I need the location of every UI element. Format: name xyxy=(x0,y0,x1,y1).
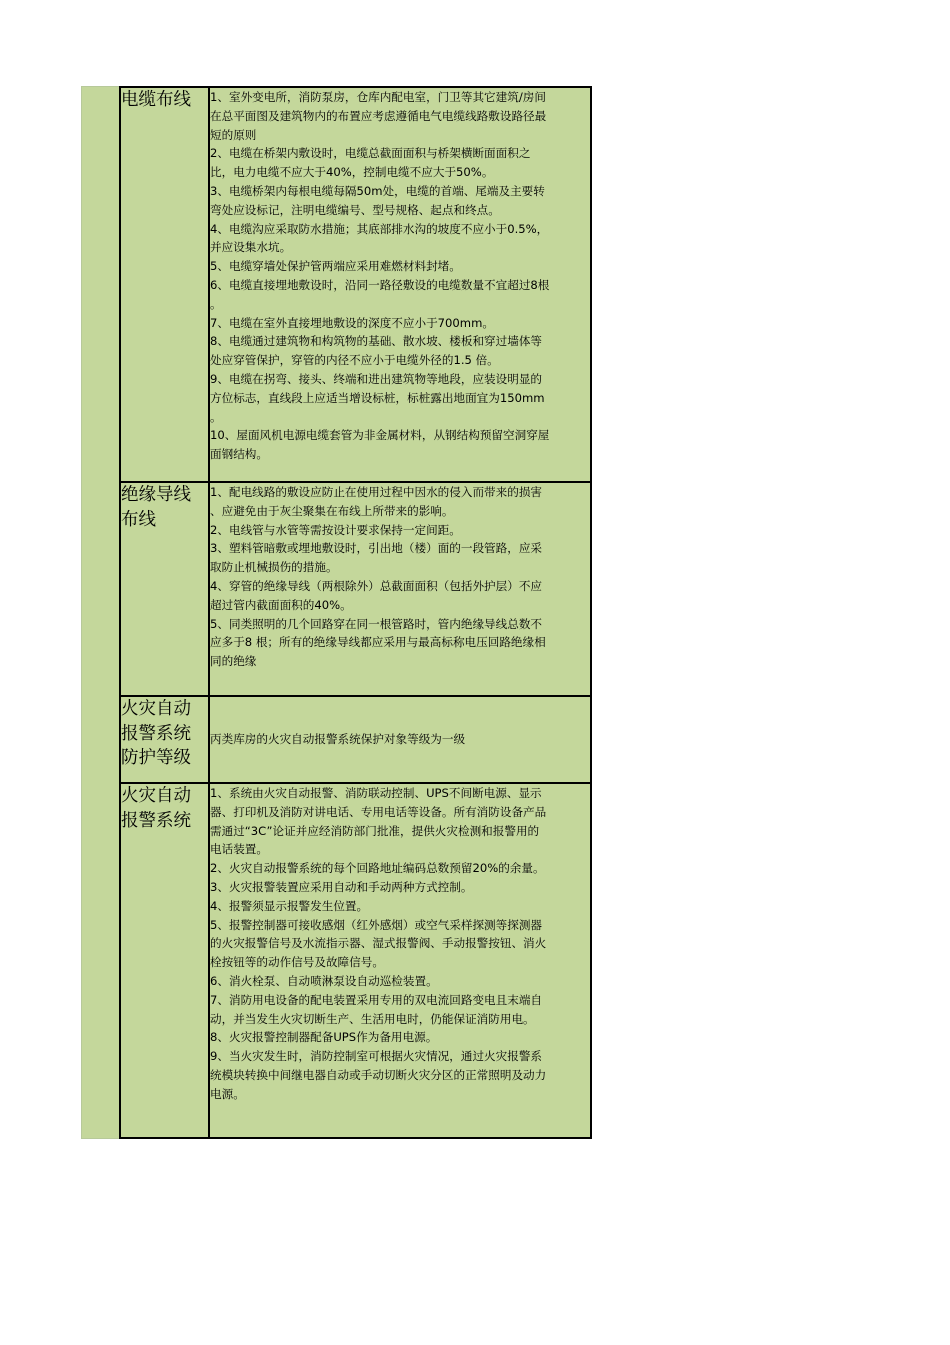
category-cell xyxy=(120,482,209,696)
content-line: 丙类库房的火灾自动报警系统保护对象等级为一级 xyxy=(210,732,466,747)
content-line: 方位标志，直线段上应适当增设标桩，标桩露出地面宜为150mm xyxy=(210,390,545,405)
content-cell xyxy=(209,87,591,482)
category-label-line: 报警系统 xyxy=(121,723,191,744)
content-line: 3、火灾报警装置应采用自动和手动两种方式控制。 xyxy=(210,879,473,894)
content-line: 3、塑料管暗敷或埋地敷设时，引出地（楼）面的一段管路，应采 xyxy=(210,541,543,556)
table-row xyxy=(120,482,591,696)
content-line: 。 xyxy=(210,409,222,424)
content-line: 8、电缆通过建筑物和构筑物的基础、散水坡、楼板和穿过墙体等 xyxy=(210,334,543,349)
table-row xyxy=(120,696,591,783)
category-label-line: 报警系统 xyxy=(121,810,191,831)
content-line: 的火灾报警信号及水流指示器、湿式报警阀、手动报警按钮、消火 xyxy=(210,936,547,951)
category-cell xyxy=(120,87,209,482)
left-margin-column xyxy=(81,86,120,1139)
table-row xyxy=(120,783,591,1138)
category-cell xyxy=(120,696,209,783)
content-line: 1、室外变电所，消防泵房，仓库内配电室，门卫等其它建筑/房间 xyxy=(210,90,546,104)
content-line: 9、当火灾发生时，消防控制室可根据火灾情况，通过火灾报警系 xyxy=(210,1049,543,1064)
content-cell xyxy=(209,482,591,696)
content-line: 4、报警须显示报警发生位置。 xyxy=(210,898,369,913)
content-line: 9、电缆在拐弯、接头、终端和进出建筑物等地段，应装设明显的 xyxy=(210,371,543,386)
content-line: 器、打印机及消防对讲电话、专用电话等设备。所有消防设备产品 xyxy=(210,804,547,819)
content-line: 6、消火栓泵、自动喷淋泵设自动巡检装置。 xyxy=(210,973,438,988)
content-line: 2、电缆在桥架内敷设时，电缆总截面面积与桥架横断面面积之 xyxy=(210,146,531,161)
content-line: 。 xyxy=(210,296,222,311)
content-line: 2、电线管与水管等需按设计要求保持一定间距。 xyxy=(210,522,461,537)
content-line: 同的绝缘 xyxy=(210,654,257,669)
content-line: 处应穿管保护，穿管的内径不应小于电缆外径的1.5 倍。 xyxy=(210,353,499,368)
category-label-line: 火灾自动 xyxy=(121,786,191,806)
category-label-line: 防护等级 xyxy=(121,748,191,768)
content-line: 短的原则 xyxy=(210,127,257,142)
category-label-line: 绝缘导线 xyxy=(121,485,191,505)
content-line: 1、系统由火灾自动报警、消防联动控制、UPS不间断电源、显示 xyxy=(210,786,542,800)
content-line: 2、火灾自动报警系统的每个回路地址编码总数预留20%的余量。 xyxy=(210,861,545,876)
content-line: 4、电缆沟应采取防水措施；其底部排水沟的坡度不应小于0.5%， xyxy=(210,221,549,236)
content-cell xyxy=(209,783,591,1138)
content-line: 弯处应设标记，注明电缆编号、型号规格、起点和终点。 xyxy=(210,202,500,217)
content-line: 5、报警控制器可接收感烟（红外感烟）或空气采样探测等探测器 xyxy=(210,917,543,932)
content-line: 7、消防用电设备的配电装置采用专用的双电流回路变电且末端自 xyxy=(210,992,543,1007)
content-line: 7、电缆在室外直接埋地敷设的深度不应小于700mm。 xyxy=(210,315,494,330)
content-line: 5、电缆穿墙处保护管两端应采用难燃材料封堵。 xyxy=(210,259,461,274)
table-row xyxy=(120,87,591,482)
content-line: 比，电力电缆不应大于40%，控制电缆不应大于50%。 xyxy=(210,165,494,180)
category-label-line: 布线 xyxy=(121,509,156,530)
content-line: 超过管内截面面积的40%。 xyxy=(210,597,352,612)
category-cell xyxy=(120,783,209,1138)
content-line: 4、穿管的绝缘导线（两根除外）总截面面积（包括外护层）不应 xyxy=(210,578,543,593)
content-cell xyxy=(209,696,591,783)
content-line: 动，并当发生火灾切断生产、生活用电时，仍能保证消防用电。 xyxy=(210,1011,535,1026)
content-line: 3、电缆桥架内每根电缆每隔50m处，电缆的首端、尾端及主要转 xyxy=(210,183,545,198)
content-line: 6、电缆直接埋地敷设时，沿同一路径敷设的电缆数量不宜超过8根 xyxy=(210,277,550,292)
category-label: 电缆布线 xyxy=(121,90,191,110)
content-line: 并应设集水坑。 xyxy=(210,240,292,255)
content-line: 取防止机械损伤的措施。 xyxy=(210,560,338,575)
content-line: 面钢结构。 xyxy=(210,447,268,462)
content-line: 在总平面图及建筑物内的布置应考虑遵循电气电缆线路敷设路径最 xyxy=(210,108,547,123)
content-line: 1、配电线路的敷设应防止在使用过程中因水的侵入而带来的损害 xyxy=(210,485,543,499)
category-label-line: 火灾自动 xyxy=(121,699,191,719)
content-line: 统模块转换中间继电器自动或手动切断火灾分区的正常照明及动力 xyxy=(210,1067,547,1082)
spec-table xyxy=(119,86,592,1139)
content-line: 5、同类照明的几个回路穿在同一根管路时，管内绝缘导线总数不 xyxy=(210,616,543,631)
content-line: 、应避免由于灰尘聚集在布线上所带来的影响。 xyxy=(210,503,454,518)
content-line: 10、屋面风机电源电缆套管为非金属材料，从钢结构预留空洞穿屋 xyxy=(210,428,550,443)
content-line: 应多于8 根；所有的绝缘导线都应采用与最高标称电压回路绝缘相 xyxy=(210,635,546,650)
content-line: 电话装置。 xyxy=(210,842,268,857)
content-line: 电源。 xyxy=(210,1086,245,1101)
content-line: 8、火灾报警控制器配备UPS作为备用电源。 xyxy=(210,1030,438,1045)
content-line: 需通过“3C”论证并应经消防部门批准，提供火灾检测和报警用的 xyxy=(210,823,540,838)
content-line: 栓按钮等的动作信号及故障信号。 xyxy=(210,955,384,970)
